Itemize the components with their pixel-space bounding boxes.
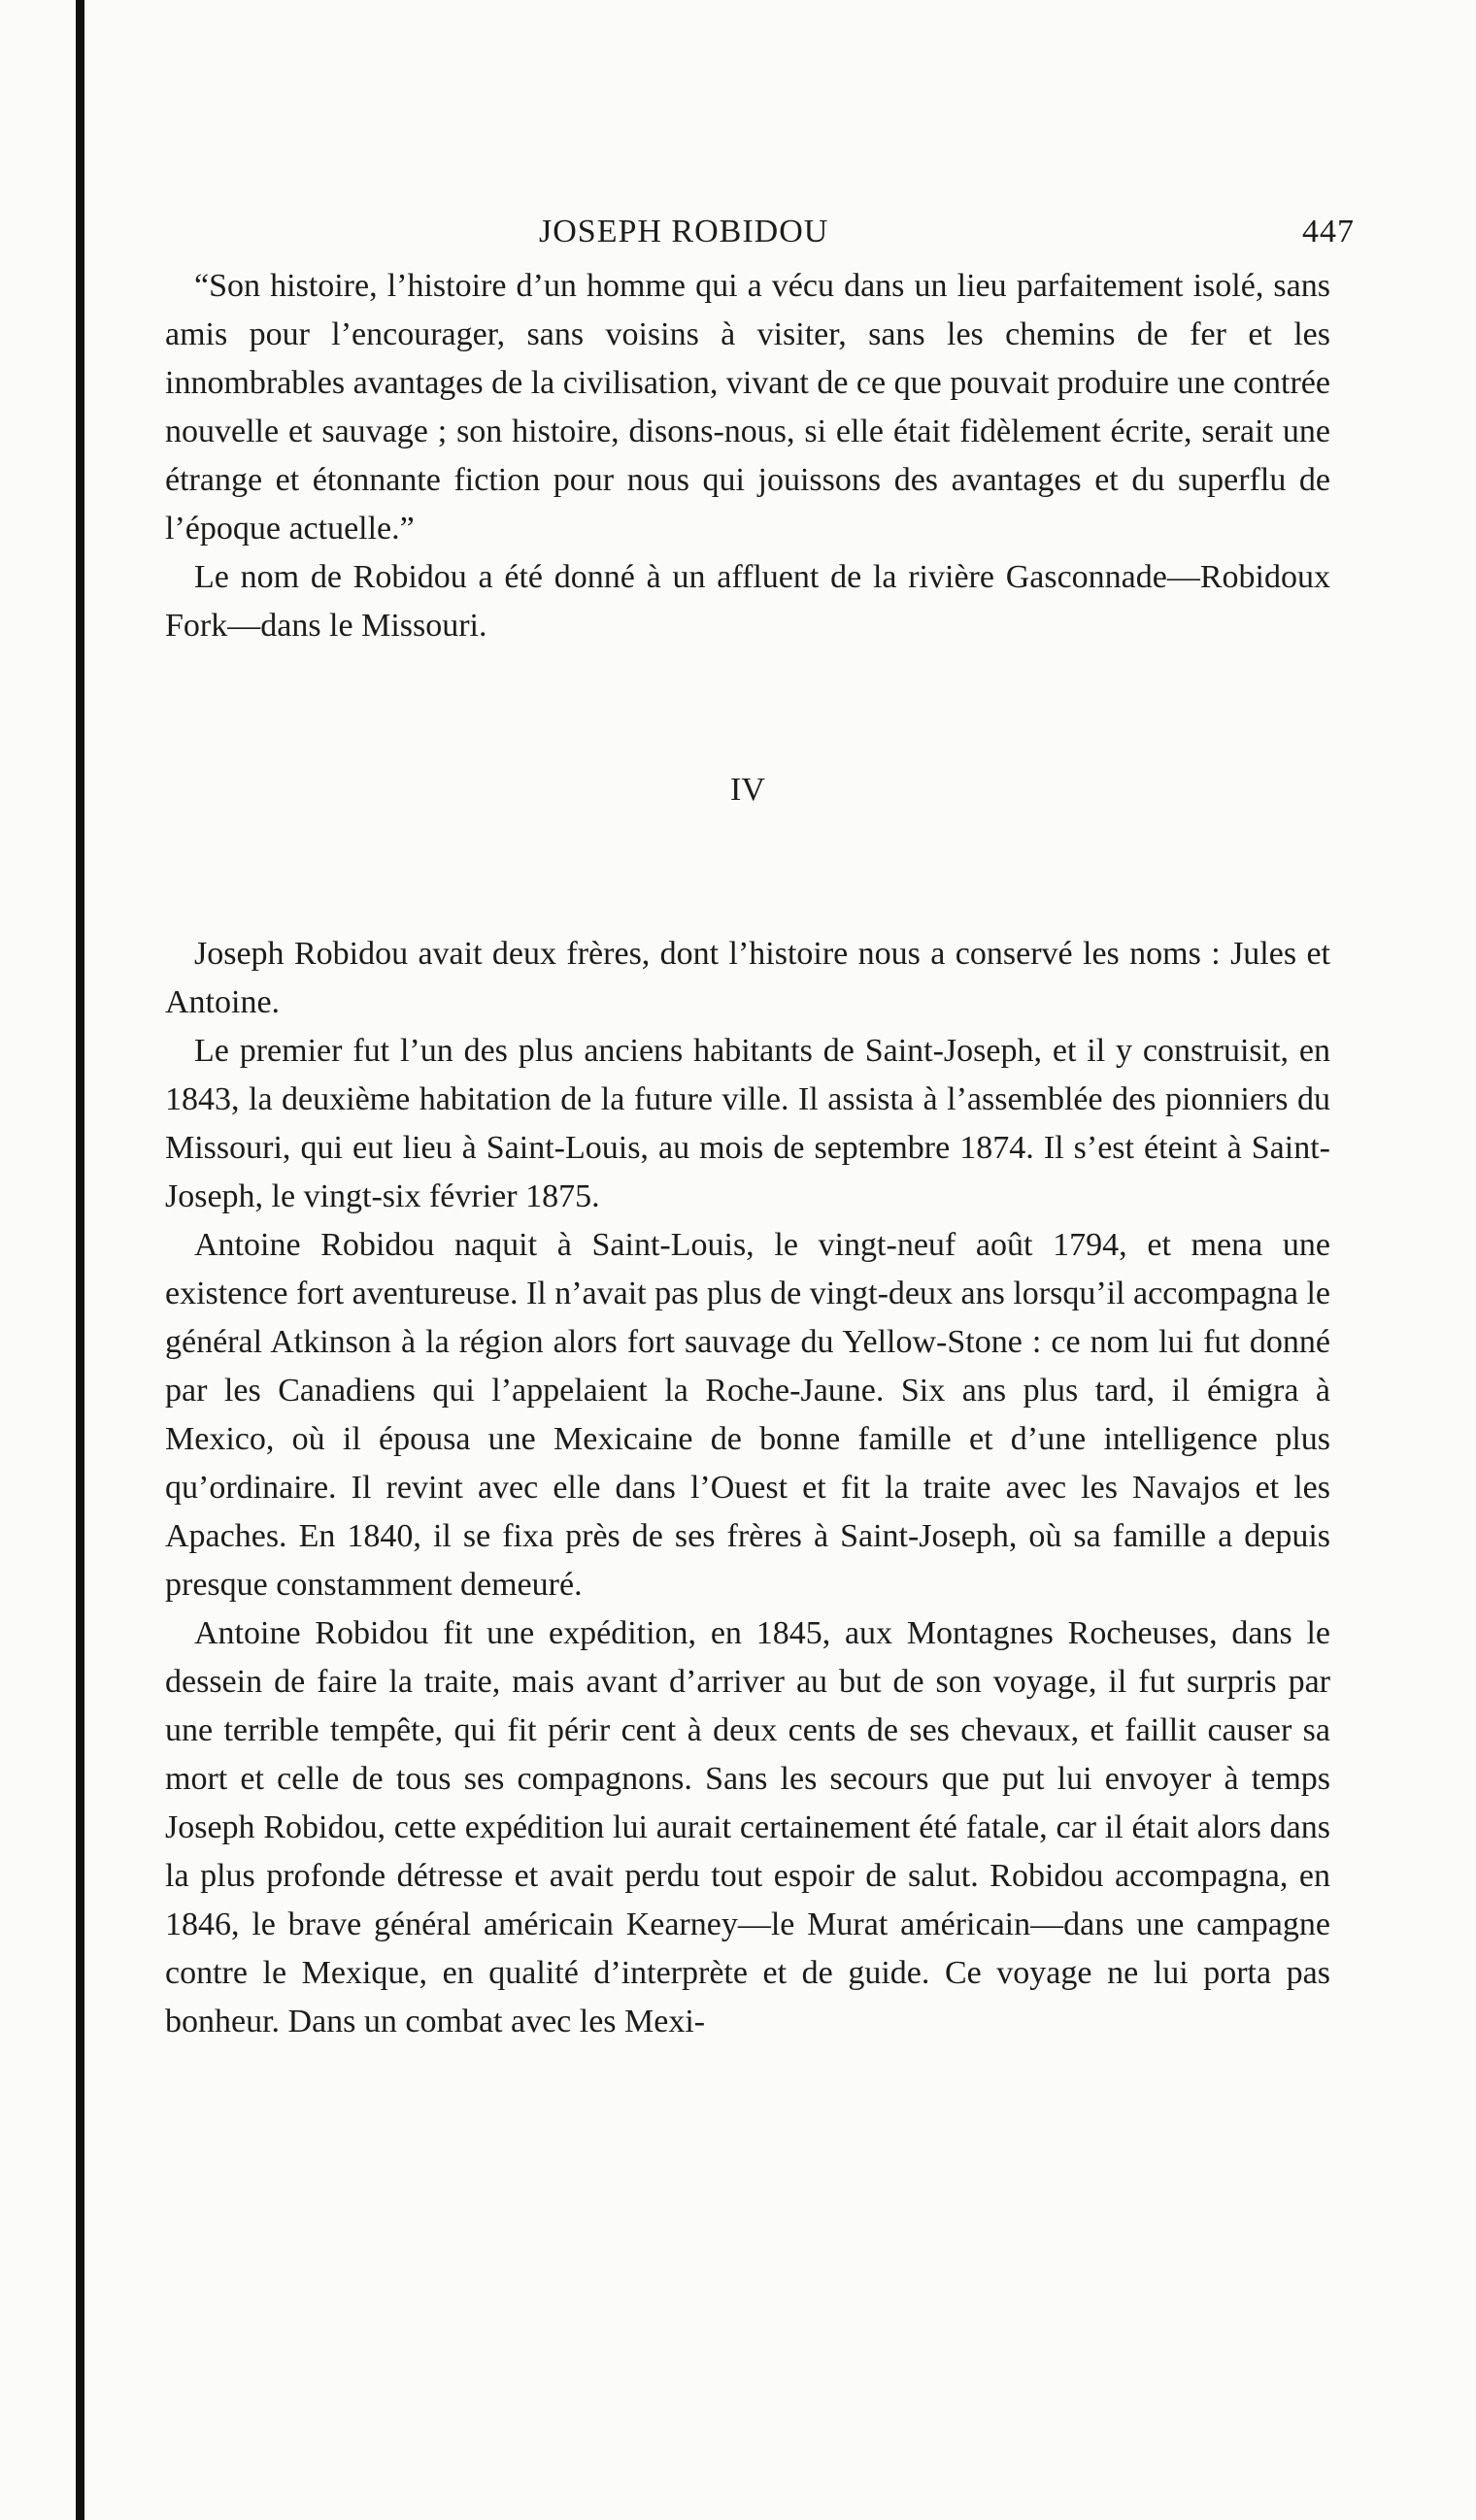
paragraph-jules: Le premier fut l’un des plus anciens habitants de Saint-Joseph, et il y construisit, en 1843, la deuxième habitation de la future ville. Il assista à l’assemblée des pionniers du Missouri, qui eut lieu à Saint-Louis, au mois de septembre 1874. Il s’est éteint à Saint-Joseph, le vingt-six février 1875. <box>165 1033 1330 1214</box>
binding-edge <box>76 0 84 2520</box>
paragraph-quote: “Son histoire, l’histoire d’un homme qui a vécu dans un lieu parfaitement isolé, sans amis pour l’encourager, sans voisins à visiter, sans les chemins de fer et les innombrables avantages de la civilisation, vivant de ce que pouvait produire une contrée nouvelle et sauvage ; son histoire, disons-nous, si elle était fidèlement écrite, serait une étrange et étonnante fiction pour nous qui jouissons des avantages et du superflu de l’époque actuelle.” <box>165 268 1330 547</box>
section-heading: IV <box>730 772 765 808</box>
running-title: JOSEPH ROBIDOU <box>539 214 829 249</box>
book-page <box>165 194 1355 2046</box>
paragraph-gasconnade: Le nom de Robidou a été donné à un affluent de la rivière Gasconnade—Robidoux Fork—dans le Missouri. <box>165 559 1330 644</box>
paragraph-brothers: Joseph Robidou avait deux frères, dont l’histoire nous a conservé les noms : Jules et Antoine. <box>165 936 1330 1020</box>
page-header <box>165 194 1355 262</box>
paragraph-antoine: Antoine Robidou naquit à Saint-Louis, le vingt-neuf août 1794, et mena une existence fort aventureuse. Il n’avait pas plus de vingt-deux ans lorsqu’il accompagna le général Atkinson à la région alors fort sauvage du Yellow-Stone : ce nom lui fut donné par les Canadiens qui l’appelaient la Roche-Jaune. Six ans plus tard, il émigra à Mexico, où il épousa une Mexicaine de bonne famille et d’une intelligence plus qu’ordinaire. Il revint avec elle dans l’Ouest et fit la traite avec les Navajos et les Apaches. En 1840, il se fixa près de ses frères à Saint-Joseph, où sa famille a depuis presque constamment demeuré. <box>165 1227 1330 1603</box>
paragraph-expedition: Antoine Robidou fit une expédition, en 1845, aux Montagnes Rocheuses, dans le dessein de faire la traite, mais avant d’arriver au but de son voyage, il fut surpris par une terrible tempête, qui fit périr cent à deux cents de ses chevaux, et faillit causer sa mort et celle de tous ses compagnons. Sans les secours que put lui envoyer à temps Joseph Robidou, cette expédition lui aurait certainement été fatale, car il était alors dans la plus profonde détresse et avait perdu tout espoir de salut. Robidou accompagna, en 1846, le brave général américain Kearney—le Murat américain—dans une campagne contre le Mexique, en qualité d’interprète et de guide. Ce voyage ne lui porta pas bonheur. Dans un combat avec les Mexi- <box>165 1615 1330 2039</box>
page-number: 447 <box>1302 214 1355 249</box>
